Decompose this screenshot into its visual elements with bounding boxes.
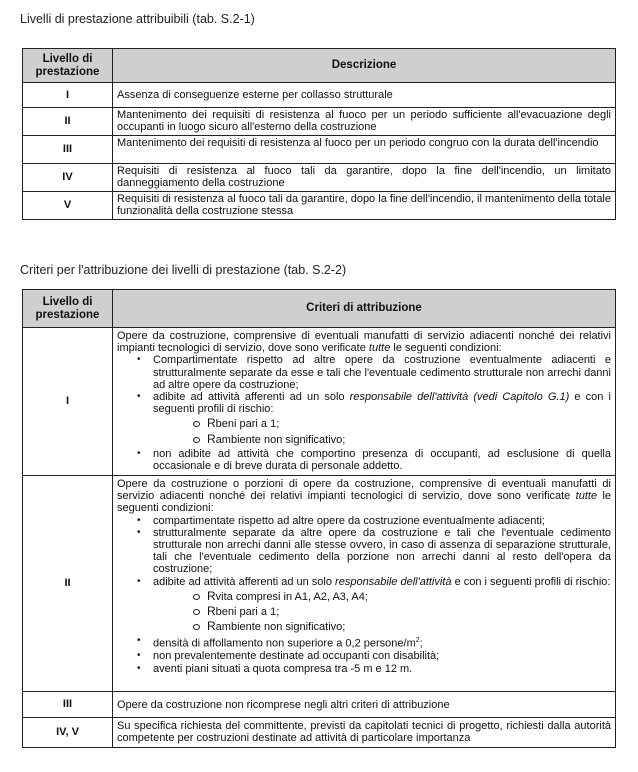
list-item: Rvita compresi in A1, A2, A3, A4;	[153, 590, 611, 603]
level-cell: I	[23, 83, 113, 108]
list-item: Rbeni pari a 1;	[153, 417, 611, 430]
performance-levels-table	[22, 48, 616, 220]
list-item: • adibite ad attività afferenti ad un solo responsabile dell'attività (vedi Capitolo G.1) e con i seguenti profili di rischio: Rbeni pari a 1; Rambiente non significativo;	[117, 391, 611, 446]
table1-row	[23, 164, 616, 192]
list-item: • adibite ad attività afferenti ad un solo responsabile dell'attività e con i seguenti profili di rischio: Rvita compresi in A1, A2, A3, A4; Rbeni pari a 1; Rambiente non significativo;	[117, 576, 611, 634]
level-cell: III	[23, 136, 113, 164]
table2-col-crit: Criteri di attribuzione	[113, 290, 616, 328]
risk-profile-list	[153, 590, 611, 634]
list-item: • aventi piani situati a quota compresa tra -5 m e 12 m.	[117, 663, 611, 675]
table1-row	[23, 83, 616, 108]
criteria-list	[117, 354, 611, 472]
list-item: • non adibite ad attività che comportino presenza di occupanti, ad esclusione di quella occasionale e di breve durata di personale addetto.	[117, 448, 611, 472]
level-cell: IV	[23, 164, 113, 192]
level-cell: II	[23, 108, 113, 136]
risk-profile-list	[153, 417, 611, 445]
table2-row-level-4-5	[23, 718, 616, 748]
criteria-cell: Opere da costruzione non ricomprese negli altri criteri di attribuzione	[113, 692, 616, 718]
level-cell: V	[23, 192, 113, 220]
description-cell: Assenza di conseguenze esterne per collasso strutturale	[113, 83, 616, 108]
table2-caption: Criteri per l'attribuzione dei livelli di prestazione (tab. S.2-2)	[20, 263, 347, 277]
description-cell: Mantenimento dei requisiti di resistenza al fuoco per un periodo congruo con la durata dell'incendio	[113, 136, 616, 164]
attribution-criteria-table	[22, 289, 616, 748]
list-item: Rbeni pari a 1;	[153, 605, 611, 618]
list-item: • non prevalentemente destinate ad occupanti con disabilità;	[117, 650, 611, 662]
table2-row-level-1	[23, 328, 616, 476]
criteria-list	[117, 515, 611, 675]
criteria-intro: Opere da costruzione, comprensive di eventuali manufatti di servizio adiacenti nonché dei relativi impianti tecnologici di servizio, dove sono verificate tutte le seguenti condizioni:	[117, 330, 611, 355]
table1-col-level: Livello di prestazione	[23, 49, 113, 83]
criteria-cell	[113, 476, 616, 692]
description-cell: Requisiti di resistenza al fuoco tali da garantire, dopo la fine dell'incendio, il mantenimento della totale funzionalità della costruzione stessa	[113, 192, 616, 220]
list-item: Rambiente non significativo;	[153, 433, 611, 446]
level-cell: I	[23, 328, 113, 476]
criteria-cell: Su specifica richiesta del committente, previsti da capitolati tecnici di progetto, richiesti dalla autorità competente per costruzioni destinate ad attività di particolare importanza	[113, 718, 616, 748]
table2-col-level: Livello di prestazione	[23, 290, 113, 328]
table1-row	[23, 108, 616, 136]
table2-row-level-2	[23, 476, 616, 692]
table1-header-row	[23, 49, 616, 83]
table1-col-desc: Descrizione	[113, 49, 616, 83]
list-item: Rambiente non significativo;	[153, 620, 611, 633]
level-cell: III	[23, 692, 113, 718]
level-cell: IV, V	[23, 718, 113, 748]
list-item: • strutturalmente separate da altre opere da costruzione e tali che l'eventuale cedimento strutturale non arrechi danni alle stesse ovvero, in caso di assenza di separazione strutturale, tali che l'eventuale cedimento della porzione non arrechi danni al resto dell'opera da costruzione;	[117, 527, 611, 576]
table1-row	[23, 136, 616, 164]
table1-row	[23, 192, 616, 220]
criteria-cell	[113, 328, 616, 476]
level-cell: II	[23, 476, 113, 692]
list-item: • compartimentate rispetto ad altre opere da costruzione eventualmente adiacenti;	[117, 515, 611, 527]
description-cell: Requisiti di resistenza al fuoco tali da garantire, dopo la fine dell'incendio, un limitato danneggiamento della costruzione	[113, 164, 616, 192]
table2-row-level-3	[23, 692, 616, 718]
list-item: • densità di affollamento non superiore a 0,2 persone/$m^2$;	[117, 635, 611, 650]
list-item: • Compartimentate rispetto ad altre opere da costruzione eventualmente adiacenti e strutturalmente separate da esse e tali che l'eventuale cedimento strutturale non arrechi danni ad altre opere da costruzione;	[117, 354, 611, 391]
table2-header-row	[23, 290, 616, 328]
criteria-intro: Opere da costruzione o porzioni di opere da costruzione, comprensive di eventuali manufatti di servizio adiacenti nonché dei relativi impianti tecnologici di servizio, dove sono verificate tutte le seguenti condizioni:	[117, 478, 611, 515]
description-cell: Mantenimento dei requisiti di resistenza al fuoco per un periodo sufficiente all'evacuazione degli occupanti in luogo sicuro all'esterno della costruzione	[113, 108, 616, 136]
table1-caption: Livelli di prestazione attribuibili (tab. S.2-1)	[20, 12, 255, 26]
